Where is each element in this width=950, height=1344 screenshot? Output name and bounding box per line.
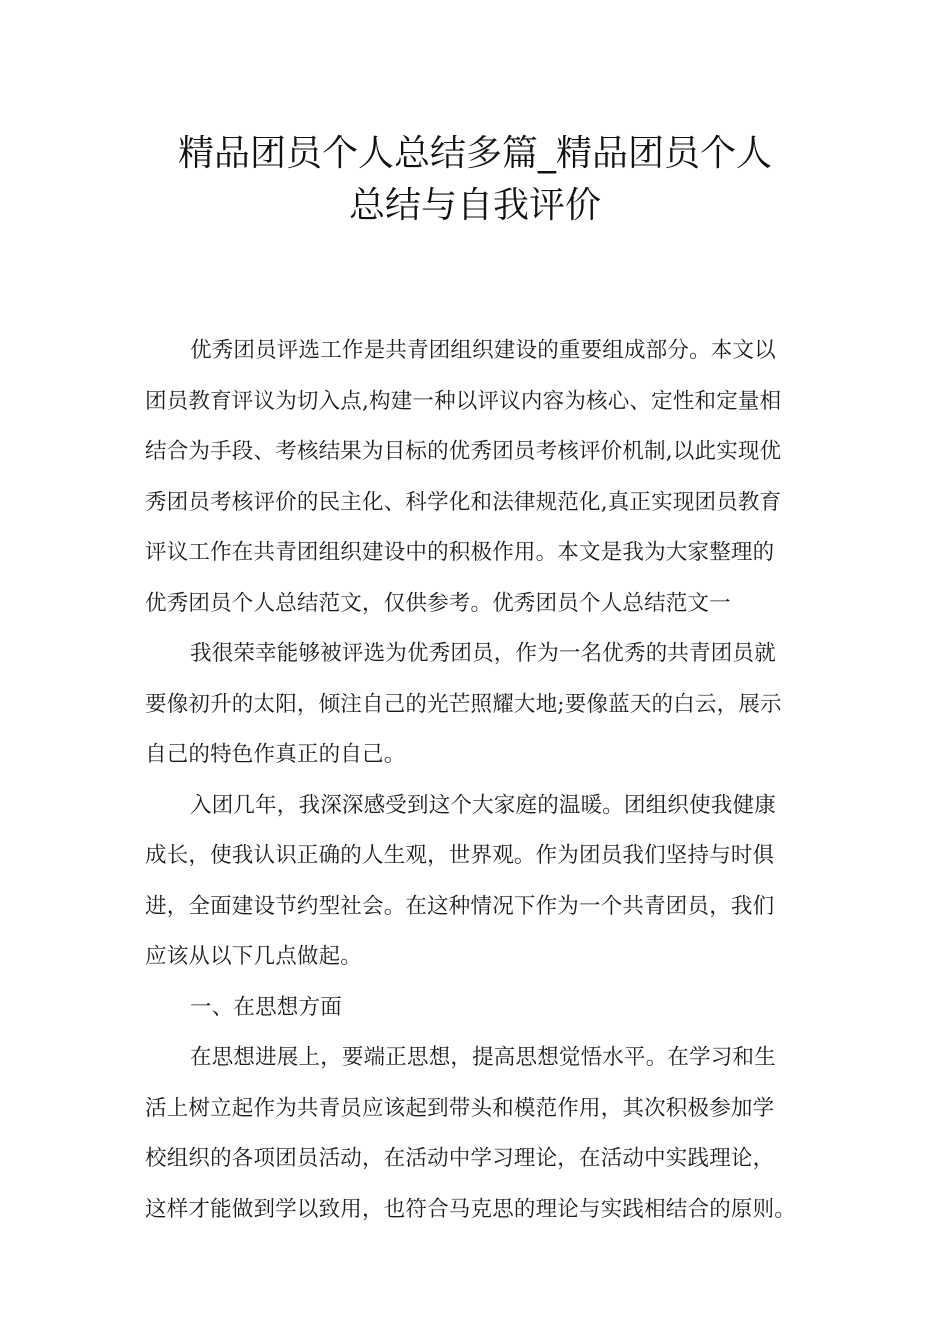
document-body [145,326,825,1235]
text-line: 优秀团员个人总结范文，仅供参考。优秀团员个人总结范文一 [145,590,731,616]
text-line: 要像初升的太阳，倾注自己的光芒照耀大地;要像蓝天的白云，展示 [145,691,782,717]
text-line: 团员教育评议为切入点,构建一种以评议内容为核心、定性和定量相 [145,388,782,414]
title-line-2: 总结与自我评价 [348,185,601,226]
document-title [130,128,820,232]
text-line: 这样才能做到学以致用，也符合马克思的理论与实践相结合的原则。 [145,1196,797,1222]
text-line: 结合为手段、考核结果为目标的优秀团员考核评价机制,以此实现优 [145,439,782,464]
text-line: 成长，使我认识正确的人生观，世界观。作为团员我们坚持与时俱 [145,843,775,868]
title-line-1: 精品团员个人总结多篇_精品团员个人 [177,133,772,174]
text-line: 在思想进展上，要端正思想，提高思想觉悟水平。在学习和生 [190,1045,776,1070]
text-line: 评议工作在共青团组织建设中的积极作用。本文是我为大家整理的 [145,540,775,565]
text-line: 活上树立起作为共青员应该起到带头和模范作用，其次积极参加学 [145,1095,775,1121]
section-heading: 一、在思想方面 [190,994,342,1020]
text-line: 自己的特色作真正的自己。 [145,742,406,767]
text-line: 我很荣幸能够被评选为优秀团员，作为一名优秀的共青团员就 [190,641,776,666]
text-line: 应该从以下几点做起。 [145,944,363,969]
text-line: 校组织的各项团员活动，在活动中学习理论，在活动中实践理论， [145,1146,775,1171]
text-line: 秀团员考核评价的民主化、科学化和法律规范化,真正实现团员教育 [145,489,782,515]
text-line: 进，全面建设节约型社会。在这种情况下作为一个共青团员，我们 [145,893,775,919]
text-line: 优秀团员评选工作是共青团组织建设的重要组成部分。本文以 [190,338,776,363]
text-line: 入团几年，我深深感受到这个大家庭的温暖。团组织使我健康 [190,792,776,818]
